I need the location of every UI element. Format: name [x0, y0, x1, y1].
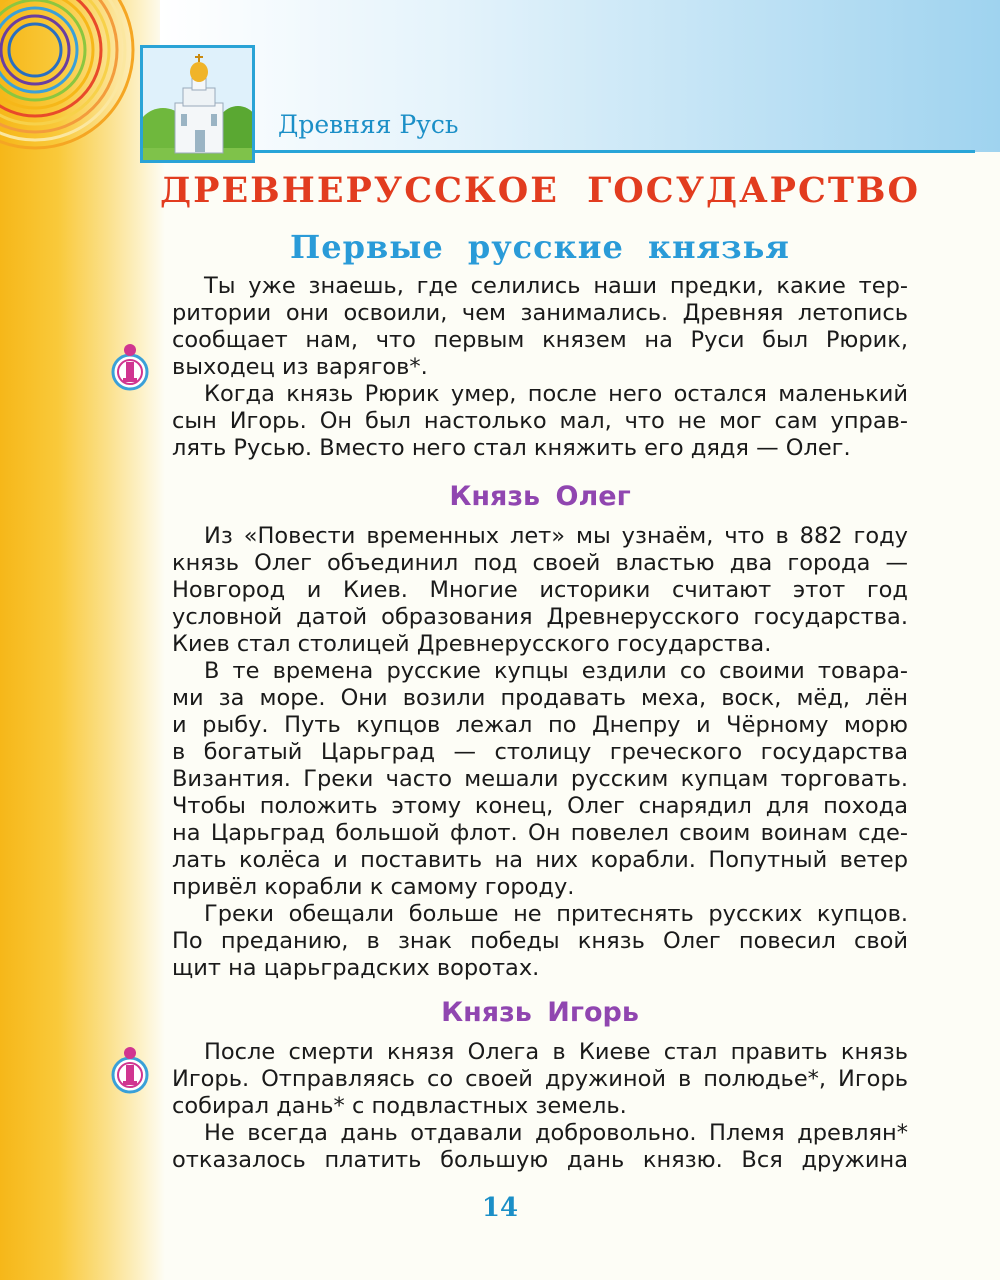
- church-illustration: [140, 45, 255, 163]
- paragraph-6: После смерти князя Олега в Киеве стал править князь Игорь. Отправляясь со своей дружиной в полюдье*, Игорь собирал дань* с подвластных земель.: [172, 1039, 908, 1119]
- paragraph-4: В те времена русские купцы ездили со своими товара- ми за море. Они возили продавать меха, воск, мёд, лён и рыбу. Путь купцов лежал по Днепру и Чёрному морю в богатый Царьград — столицу греческого государства Византия. Греки часто мешали русским купцам торговать. Чтобы положить этому конец, Олег снарядил для похода на Царьград большой флот. Он повелел своим воинам сде- лать колёса и поставить на них корабли. Попутный ветер привёл корабли к самому городу.: [172, 658, 908, 900]
- heading-prince-igor: Князь Игорь: [441, 997, 639, 1028]
- paragraph-7: Не всегда дань отдавали добровольно. Племя древлян* отказалось платить большую дань князю. Вся дружина: [172, 1120, 908, 1173]
- section-label: Древняя Русь: [278, 110, 459, 139]
- page-title: ДРЕВНЕРУССКОЕ ГОСУДАРСТВО: [160, 170, 920, 211]
- paragraph-2: Когда князь Рюрик умер, после него остался маленький сын Игорь. Он был настолько мал, что не мог сам управ- лять Русью. Вместо него стал княжить его дядя — Олег.: [172, 381, 908, 461]
- info-icon: [110, 1043, 150, 1095]
- paragraph-3: Из «Повести временных лет» мы узнаём, что в 882 году князь Олег объединил под своей властью два города — Новгород и Киев. Многие историки считают этот год условной датой образования Древнерусского государства. Киев стал столицей Древнерусского государства.: [172, 523, 908, 657]
- page-number: 14: [481, 1193, 519, 1223]
- header-underline: [255, 150, 975, 153]
- heading-prince-oleg: Князь Олег: [449, 481, 631, 512]
- decorative-rings: [0, 0, 140, 150]
- page-subtitle: Первые русские князья: [290, 228, 790, 266]
- info-icon: [110, 340, 150, 392]
- paragraph-5: Греки обещали больше не притеснять русских купцов. По преданию, в знак победы князь Олег повесил свой щит на царьградских воротах.: [172, 901, 908, 981]
- paragraph-1: Ты уже знаешь, где селились наши предки, какие тер- ритории они освоили, чем занимались. Древняя летопись сообщает нам, что первым князем на Руси был Рюрик, выходец из варягов*.: [172, 273, 908, 380]
